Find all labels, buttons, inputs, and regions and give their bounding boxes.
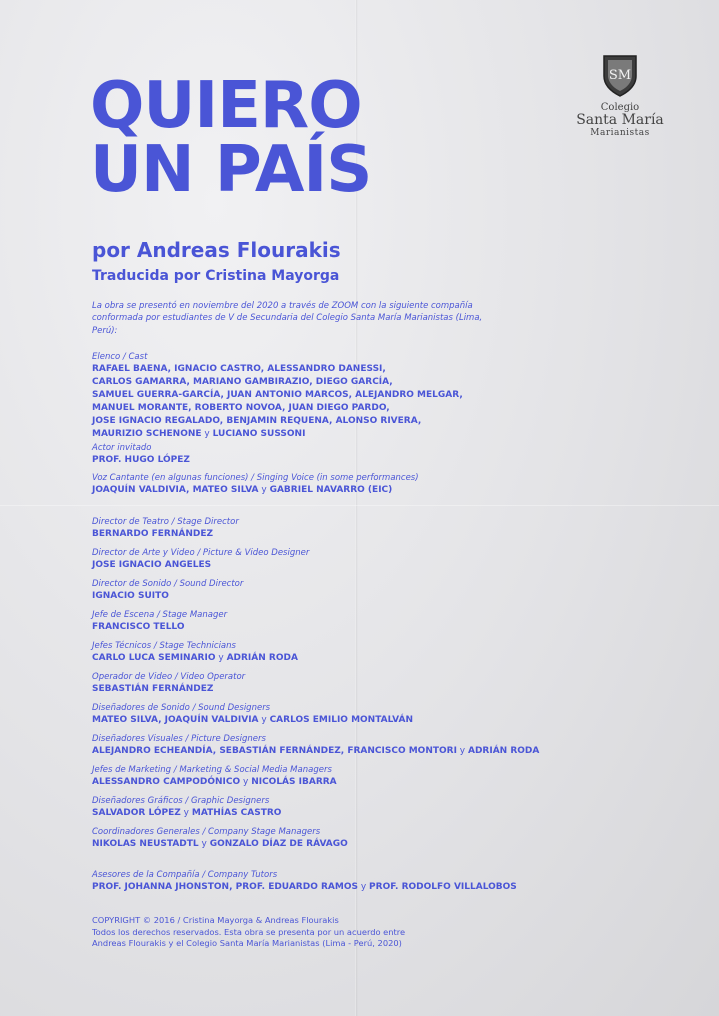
copyright-line: Todos los derechos reservados. Esta obra se presenta por un acuerdo entre — [92, 926, 406, 937]
crew-entry — [92, 703, 652, 734]
crew-names: ALEJANDRO ECHEANDÍA, SEBASTIÁN FERNÁNDEZ, FRANCISCO MONTORI y ADRIÁN RODA — [92, 746, 540, 756]
crew-entry — [92, 734, 652, 765]
crew-section — [92, 517, 652, 858]
crew-role: Jefes de Marketing / Marketing & Social Media Managers — [92, 765, 332, 775]
crew-entry — [92, 796, 652, 827]
logo-line-3: Marianistas — [590, 128, 650, 138]
singers-names: JOAQUÍN VALDIVIA, MATEO SILVA y GABRIEL NAVARRO (EIC) — [92, 485, 393, 495]
tutors-label: Asesores de la Compañía / Company Tutors — [92, 870, 278, 880]
singers-label: Voz Cantante (en algunas funciones) / Singing Voice (in some performances) — [92, 473, 419, 483]
crew-names: MATEO SILVA, JOAQUÍN VALDIVIA y CARLOS EMILIO MONTALVÁN — [92, 715, 413, 725]
school-monogram: SM — [608, 68, 632, 83]
cast-label: Elenco / Cast — [92, 352, 148, 362]
play-title — [90, 69, 372, 207]
crew-entry — [92, 641, 652, 672]
crew-role: Jefe de Escena / Stage Manager — [92, 610, 228, 620]
crew-names: JOSE IGNACIO ANGELES — [92, 560, 212, 570]
crew-entry — [92, 672, 652, 703]
crew-names: NIKOLAS NEUSTADTL y GONZALO DÍAZ DE RÁVAGO — [92, 839, 348, 849]
tutors-section — [92, 870, 652, 894]
crew-role: Diseñadores de Sonido / Sound Designers — [92, 703, 271, 713]
crew-names: SEBASTIÁN FERNÁNDEZ — [92, 684, 214, 694]
logo-line-1: Colegio — [600, 102, 640, 113]
crew-role: Jefes Técnicos / Stage Technicians — [92, 641, 236, 651]
crew-entry — [92, 765, 652, 796]
title-line-2: UN PAÍS — [90, 133, 372, 207]
crew-role: Director de Arte y Video / Picture & Video Designer — [92, 548, 310, 558]
crew-role: Director de Teatro / Stage Director — [92, 517, 239, 527]
copyright-line: Andreas Flourakis y el Colegio Santa María Marianistas (Lima - Perú, 2020) — [92, 938, 402, 948]
crew-names: IGNACIO SUITO — [92, 591, 169, 601]
crew-names: FRANCISCO TELLO — [92, 622, 185, 632]
crew-role: Coordinadores Generales / Company Stage Managers — [92, 827, 321, 837]
tutors-names: PROF. JOHANNA JHONSTON, PROF. EDUARDO RAMOS y PROF. RODOLFO VILLALOBOS — [92, 882, 517, 892]
singers-section — [92, 473, 652, 497]
crew-entry — [92, 517, 652, 548]
crew-role: Diseñadores Gráficos / Graphic Designers — [92, 796, 270, 806]
logo-line-2: Santa María — [576, 112, 664, 128]
guest-label: Actor invitado — [92, 443, 152, 453]
crew-names: SALVADOR LÓPEZ y MATHÍAS CASTRO — [92, 808, 282, 818]
crew-entry — [92, 579, 652, 610]
guest-names: PROF. HUGO LÓPEZ — [92, 455, 190, 465]
cast-section — [92, 352, 652, 441]
cast-names: RAFAEL BAENA, IGNACIO CASTRO, ALESSANDRO DANESSI, CARLOS GAMARRA, MARIANO GAMBIRAZIO, DIEGO GARCÍA, SAMUEL GUERRA-GARCÍA, JUAN ANTONIO MARCOS, ALEJANDRO MELGAR, MANUEL MORANTE, ROBERTO NOVOA, JUAN DIEGO PARDO, JOSE IGNACIO REGALADO, BENJAMIN REQUENA, ALONSO RIVERA, MAURIZIO SCHENONE y LUCIANO SUSSONI — [92, 364, 463, 439]
crew-names: CARLO LUCA SEMINARIO y ADRIÁN RODA — [92, 653, 298, 663]
school-shield-icon — [600, 52, 640, 98]
crew-names: ALESSANDRO CAMPODÓNICO y NICOLÁS IBARRA — [92, 777, 337, 787]
crew-role: Director de Sonido / Sound Director — [92, 579, 244, 589]
crew-entry — [92, 610, 652, 641]
crew-role: Diseñadores Visuales / Picture Designers — [92, 734, 266, 744]
crew-entry — [92, 827, 652, 858]
translator-line: Traducida por Cristina Mayorga — [92, 268, 340, 284]
crew-names: BERNARDO FERNÁNDEZ — [92, 529, 214, 539]
copyright-notice — [92, 915, 512, 950]
school-logo — [555, 52, 685, 138]
author-line: por Andreas Flourakis — [92, 238, 341, 262]
copyright-line: COPYRIGHT © 2016 / Cristina Mayorga & Andreas Flourakis — [92, 915, 339, 925]
guest-section — [92, 443, 652, 467]
intro-paragraph: La obra se presentó en noviembre del 2020 a través de ZOOM con la siguiente compañía conformada por estudiantes de V de Secundaria del Colegio Santa María Marianistas (Lima, Perú): — [92, 301, 483, 336]
crew-role: Operador de Video / Video Operator — [92, 672, 246, 682]
title-line-1: QUIERO — [90, 69, 362, 143]
crew-entry — [92, 548, 652, 579]
